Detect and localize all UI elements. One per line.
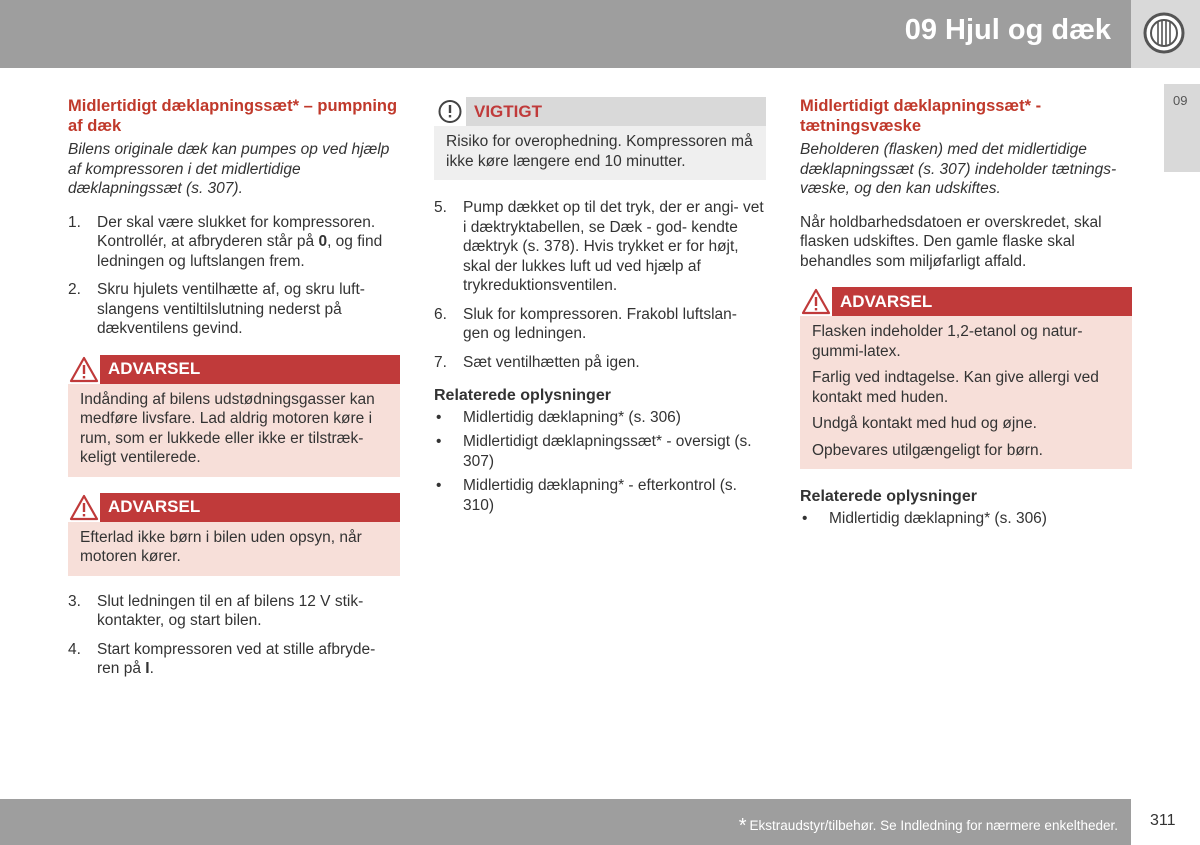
important-callout bbox=[434, 97, 766, 180]
section-title-sealant: Midlertidigt dæklapningssæt* - tætningsvæske bbox=[800, 97, 1042, 135]
middle-column bbox=[434, 97, 766, 520]
list-item: 5. Pump dækket op til det tryk, der er angi- vet i dæktryktabellen, se Dæk - god- kendte dæktryk (s. 378). Hvis trykket er for højt, skal der lukkes luft ud ved hjælp af trykreduktionsventilen. bbox=[434, 199, 764, 294]
warning-body: Indånding af bilens udstødningsgasser kan medføre livsfare. Lad aldrig motoren køre i rum, som er lukkede eller ikke er tilstræk- keligt ventilerede. bbox=[68, 384, 400, 477]
chapter-icon-box bbox=[1131, 0, 1200, 68]
list-item: 6. Sluk for kompressoren. Frakobl luftslan- gen og ledningen. bbox=[434, 305, 737, 342]
section-intro: Bilens originale dæk kan pumpes op ved hjælp af kompressoren i det midlertidige dæklapningssæt (s. 307). bbox=[68, 141, 390, 197]
related-link[interactable]: • Midlertidig dæklapning* (s. 306) bbox=[436, 408, 681, 426]
warning-header bbox=[800, 287, 1132, 316]
chapter-title: 09 Hjul og dæk bbox=[904, 14, 1111, 46]
warning-label: ADVARSEL bbox=[840, 291, 933, 311]
right-column bbox=[800, 96, 1132, 533]
steps-list bbox=[434, 198, 766, 372]
warning-callout bbox=[68, 493, 400, 576]
related-link[interactable]: • Midlertidig dæklapning* (s. 306) bbox=[802, 509, 1047, 527]
section-intro: Beholderen (flasken) med det midlertidige dæklapningssæt (s. 307) indeholder tætnings- væske, og den kan udskiftes. bbox=[800, 141, 1117, 197]
list-item: 2. Skru hjulets ventilhætte af, og skru luft- slangens ventiltilslutning nederst på dækventilens gevind. bbox=[68, 281, 365, 337]
warning-callout bbox=[68, 355, 400, 477]
chapter-tab bbox=[1164, 84, 1200, 172]
left-column bbox=[68, 96, 400, 688]
page-footer bbox=[0, 799, 1131, 845]
list-item: 1. Der skal være slukket for kompressoren. Kontrollér, at afbryderen står på 0, og find ledningen og luftslangen frem. bbox=[68, 213, 383, 270]
warning-label: ADVARSEL bbox=[108, 497, 201, 517]
page-number: 311 bbox=[1150, 812, 1176, 829]
important-header bbox=[434, 97, 766, 126]
paragraph: Når holdbarhedsdatoen er overskredet, skal flasken udskiftes. Den gamle flaske skal behandles som miljøfarligt affald. bbox=[800, 213, 1102, 270]
steps-list bbox=[68, 213, 400, 339]
page-number-box bbox=[1131, 799, 1200, 845]
chapter-header bbox=[0, 0, 1131, 68]
warning-triangle-icon bbox=[68, 355, 100, 384]
related-links bbox=[800, 509, 1132, 529]
list-item: 4. Start kompressoren ved at stille afbryde- ren på I. bbox=[68, 640, 376, 677]
warning-body: Efterlad ikke børn i bilen uden opsyn, når motoren kører. bbox=[68, 522, 400, 576]
warning-header bbox=[68, 355, 400, 384]
related-info-heading: Relaterede oplysninger bbox=[800, 488, 977, 505]
warning-triangle-icon bbox=[68, 493, 100, 522]
list-item: 3. Slut ledningen til en af bilens 12 V stik- kontakter, og start bilen. bbox=[68, 592, 364, 629]
list-item: 7. Sæt ventilhætten på igen. bbox=[434, 353, 640, 371]
section-title-pumping: Midlertidigt dæklapningssæt* – pumpning af dæk bbox=[68, 97, 398, 135]
important-body: Risiko for overophedning. Kompressoren må ikke køre længere end 10 minutter. bbox=[434, 126, 766, 180]
important-label: VIGTIGT bbox=[474, 101, 542, 121]
warning-label: ADVARSEL bbox=[108, 359, 201, 379]
warning-callout bbox=[800, 287, 1132, 469]
related-link[interactable]: • Midlertidigt dæklapningssæt* - oversigt (s. 307) bbox=[436, 433, 752, 470]
exclamation-circle-icon bbox=[434, 97, 466, 126]
related-links bbox=[434, 408, 766, 516]
footnote: * Ekstraudstyr/tilbehør. Se Indledning for nærmere enkeltheder. bbox=[738, 815, 1118, 837]
warning-body: Flasken indeholder 1,2-etanol og natur- gummi-latex. Farlig ved indtagelse. Kan give allergi ved kontakt med huden. Undgå kontakt med hud og øjne. Opbevares utilgængeligt for børn. bbox=[800, 316, 1132, 469]
chapter-tab-label: 09 bbox=[1173, 93, 1188, 108]
tire-icon bbox=[1131, 0, 1200, 68]
related-link[interactable]: • Midlertidig dæklapning* - efterkontrol (s. 310) bbox=[436, 477, 737, 514]
steps-list bbox=[68, 592, 400, 679]
warning-triangle-icon bbox=[800, 287, 832, 316]
warning-header bbox=[68, 493, 400, 522]
related-info-heading: Relaterede oplysninger bbox=[434, 387, 611, 404]
